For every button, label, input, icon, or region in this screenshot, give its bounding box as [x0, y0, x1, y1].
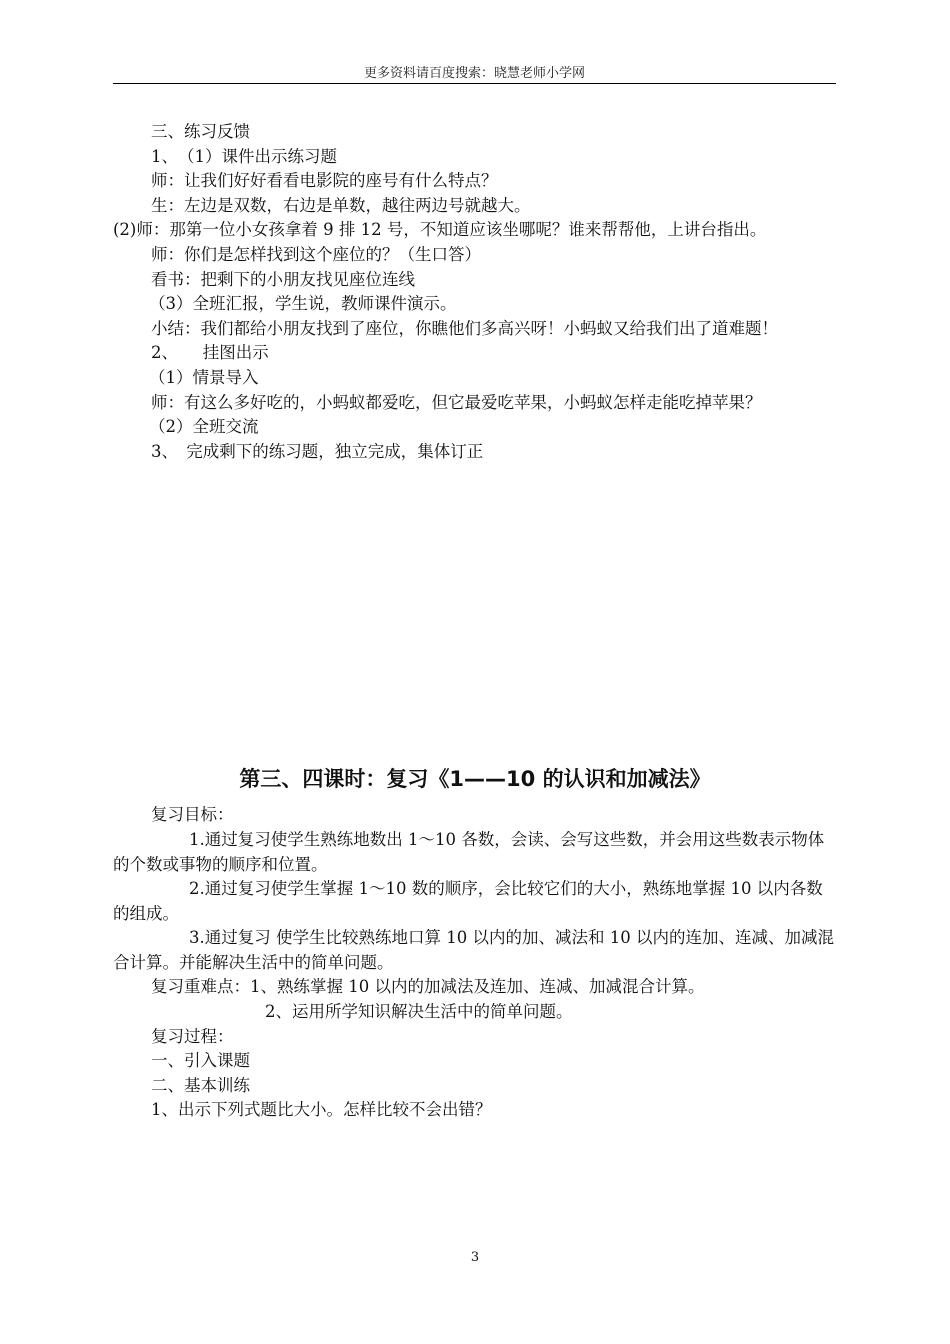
paragraph-teacher-ant: 师：有这么多好吃的，小蚂蚁都爱吃，但它最爱吃苹果，小蚂蚁怎样走能吃掉苹果？ — [151, 392, 762, 412]
paragraph-teacher-how: 师：你们是怎样找到这个座位的？（生口答） — [151, 244, 481, 264]
document-body — [113, 120, 837, 1123]
review-goal-2: 2.通过复习使学生掌握 1～10 数的顺序，会比较它们的大小，熟练地掌握 10 以内各数的组成。 — [113, 879, 823, 923]
header-divider — [113, 83, 836, 84]
page-header: 更多资料请百度搜索：晓慧老师小学网 — [363, 66, 585, 81]
review-process-label: 复习过程： — [151, 1026, 234, 1046]
page-number: 3 — [470, 1250, 480, 1265]
process-step-2: 二、基本训练 — [151, 1075, 250, 1095]
paragraph-student-answer: 生：左边是双数，右边是单数，越往两边号就越大。 — [151, 195, 531, 215]
lesson-title: 第三、四课时：复习《1——10 的认识和加减法》 — [239, 767, 711, 792]
key-points-line-1: 复习重难点：1、熟练掌握 10 以内的加减法及连加、连减、加减混合计算。 — [151, 977, 705, 997]
blank-space — [113, 464, 837, 755]
paragraph-class-report: （3）全班汇报，学生说，教师课件演示。 — [149, 294, 457, 314]
key-points-line-2: 2、运用所学知识解决生活中的简单问题。 — [265, 1002, 573, 1022]
paragraph-item-3: 3、 完成剩下的练习题，独立完成，集体订正 — [151, 441, 484, 461]
paragraph-item-2: 2、 挂图出示 — [151, 343, 269, 363]
paragraph-summary: 小结：我们都给小朋友找到了座位，你瞧他们多高兴呀！小蚂蚁又给我们出了道难题！ — [151, 318, 778, 338]
paragraph-section-heading: 三、练习反馈 — [151, 122, 250, 141]
paragraph-read-book: 看书：把剩下的小朋友找见座位连线 — [151, 269, 415, 289]
process-step-1: 一、引入课题 — [151, 1051, 250, 1071]
paragraph-teacher-question: 师：让我们好好看看电影院的座号有什么特点？ — [151, 171, 498, 191]
process-step-3: 1、出示下列式题比大小。怎样比较不会出错？ — [151, 1100, 492, 1120]
paragraph-scene-intro: （1）情景导入 — [149, 367, 259, 387]
paragraph-item-1: 1、 （1）课件出示练习题 — [151, 146, 337, 166]
review-goal-1: 1.通过复习使学生熟练地数出 1～10 各数，会读、会写这些数，并会用这些数表示物体的个数或事物的顺序和位置。 — [113, 829, 825, 874]
review-goals-label: 复习目标： — [151, 805, 234, 825]
paragraph-class-exchange: （2）全班交流 — [149, 417, 259, 437]
review-goal-3: 3.通过复习 使学生比较熟练地口算 10 以内的加、减法和 10 以内的连加、连减、加减混合计算。并能解决生活中的简单问题。 — [113, 928, 834, 972]
paragraph-teacher-seat-question: (2)师：那第一位小女孩拿着 9 排 12 号，不知道应该坐哪呢？谁来帮帮他，上讲台指出。 — [113, 220, 767, 240]
